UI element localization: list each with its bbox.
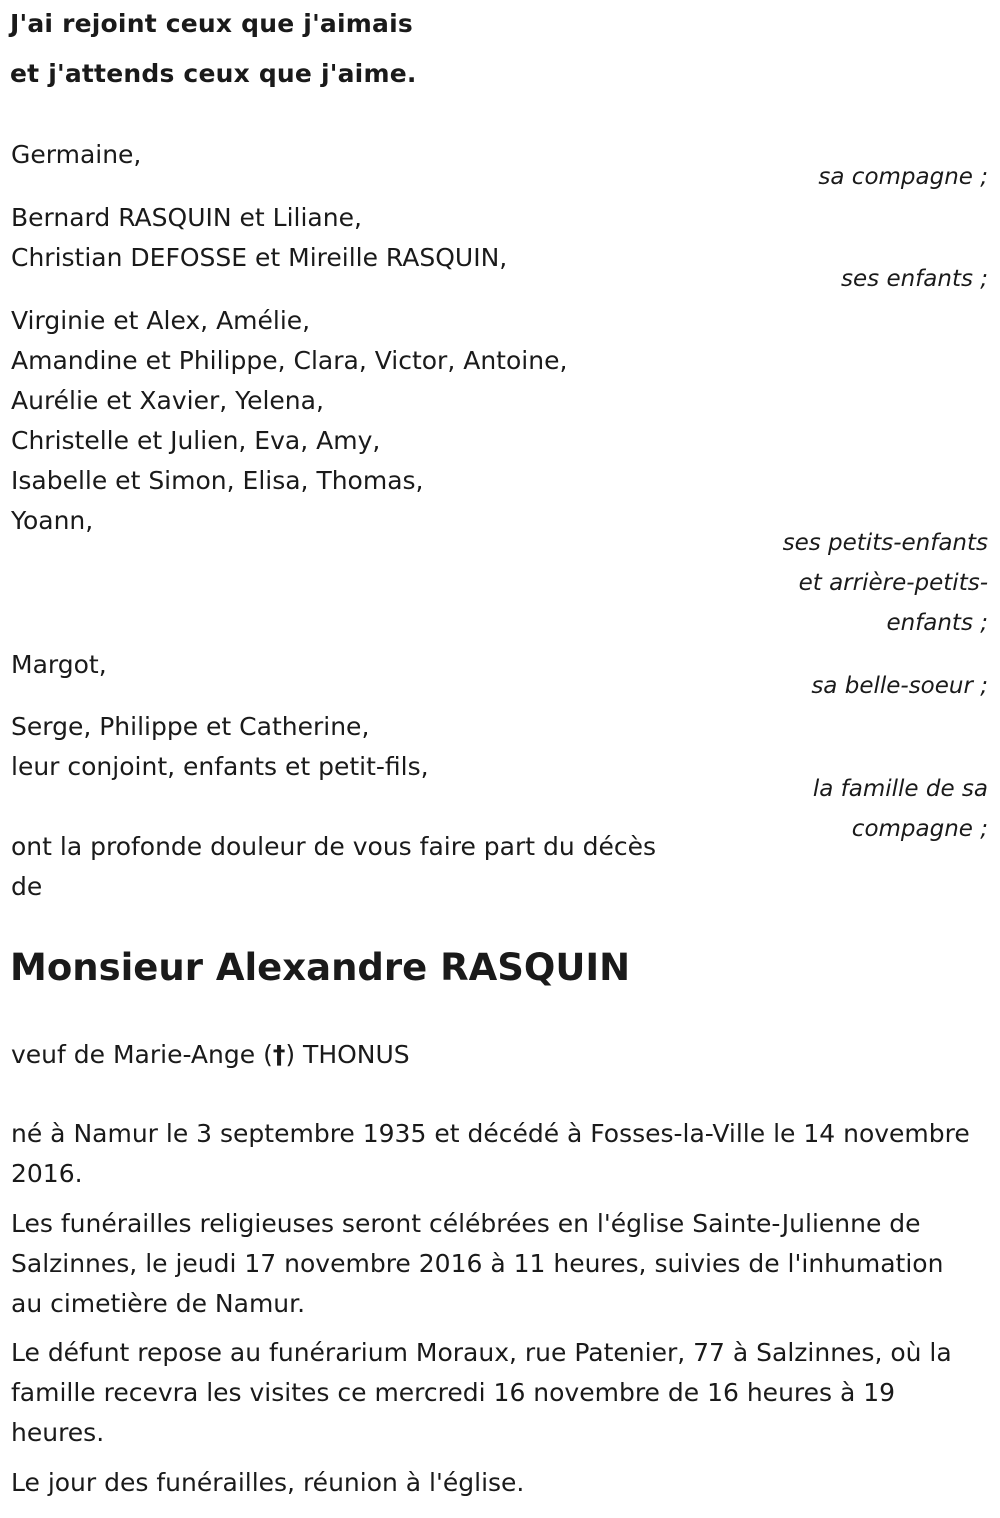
motto-line-2: et j'attends ceux que j'aime. bbox=[10, 59, 417, 88]
grandchildren-relation-line: et arrière-petits- bbox=[798, 570, 988, 596]
sister-in-law-relation: sa belle-soeur ; bbox=[811, 673, 988, 699]
children-relation: ses enfants ; bbox=[841, 266, 988, 292]
cross-icon: † bbox=[272, 1040, 286, 1069]
family-relation-line: compagne ; bbox=[851, 816, 988, 842]
family-line: Serge, Philippe et Catherine, bbox=[11, 712, 370, 741]
grandchildren-line: Christelle et Julien, Eva, Amy, bbox=[11, 426, 381, 455]
family-relation-line: la famille de sa bbox=[812, 776, 988, 802]
children-line: Christian DEFOSSE et Mireille RASQUIN, bbox=[11, 243, 508, 272]
widower-prefix: veuf de Marie-Ange ( bbox=[11, 1040, 273, 1069]
visitation-paragraph: Le défunt repose au funérarium Moraux, rue Patenier, 77 à Salzinnes, où la famille recevra les visites ce mercredi 16 novembre de 16 heures à 19 heures. bbox=[11, 1338, 952, 1447]
children-line: Bernard RASQUIN et Liliane, bbox=[11, 203, 362, 232]
widower-line bbox=[11, 1040, 410, 1069]
announcement-line: de bbox=[11, 872, 43, 901]
birth-death-paragraph: né à Namur le 3 septembre 1935 et décédé à Fosses-la-Ville le 14 novembre 2016. bbox=[11, 1119, 970, 1188]
sister-in-law-name: Margot, bbox=[11, 650, 107, 679]
widower-suffix: ) THONUS bbox=[285, 1040, 410, 1069]
grandchildren-line: Virginie et Alex, Amélie, bbox=[11, 306, 311, 335]
grandchildren-line: Yoann, bbox=[11, 506, 94, 535]
deceased-name: Monsieur Alexandre RASQUIN bbox=[10, 946, 631, 989]
grandchildren-line: Amandine et Philippe, Clara, Victor, Antoine, bbox=[11, 346, 568, 375]
grandchildren-relation-line: ses petits-enfants bbox=[782, 530, 988, 556]
grandchildren-line: Aurélie et Xavier, Yelena, bbox=[11, 386, 324, 415]
companion-relation: sa compagne ; bbox=[818, 164, 988, 190]
family-line: leur conjoint, enfants et petit-fils, bbox=[11, 752, 429, 781]
funeral-paragraph: Les funérailles religieuses seront célébrées en l'église Sainte-Julienne de Salzinnes, le jeudi 17 novembre 2016 à 11 heures, suivies de l'inhumation au cimetière de Namur. bbox=[11, 1209, 944, 1318]
motto-line-1: J'ai rejoint ceux que j'aimais bbox=[10, 9, 413, 38]
companion-name: Germaine, bbox=[11, 140, 142, 169]
grandchildren-line: Isabelle et Simon, Elisa, Thomas, bbox=[11, 466, 424, 495]
grandchildren-relation-line: enfants ; bbox=[886, 610, 988, 636]
announcement-line: ont la profonde douleur de vous faire part du décès bbox=[11, 832, 657, 861]
meeting-paragraph: Le jour des funérailles, réunion à l'église. bbox=[11, 1468, 525, 1497]
